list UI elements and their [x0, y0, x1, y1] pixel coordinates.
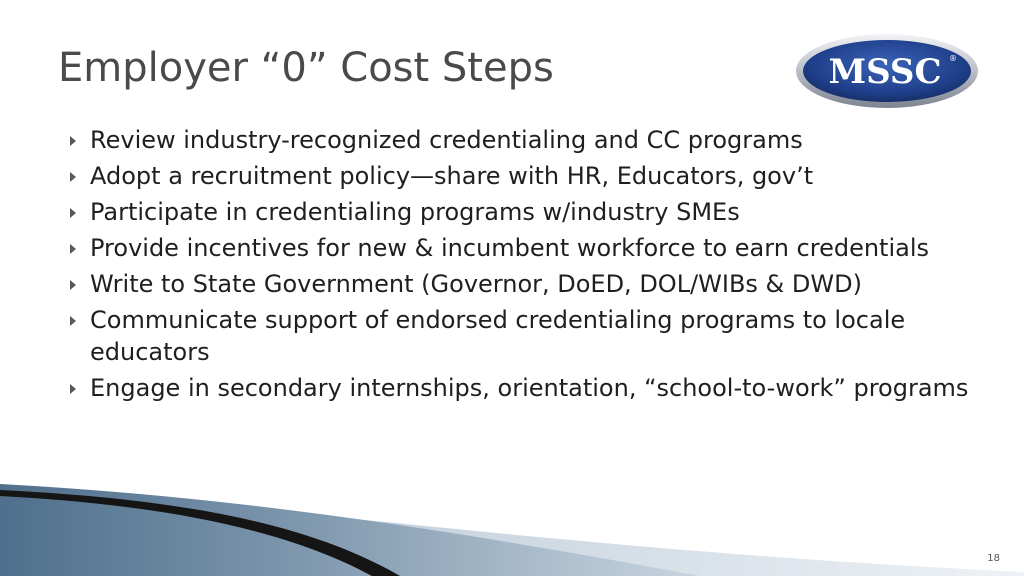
bullet-text: Adopt a recruitment policy—share with HR, Educators, gov’t	[90, 162, 814, 190]
slide-title: Employer “0” Cost Steps	[58, 45, 554, 91]
triangle-right-icon	[70, 208, 76, 218]
bullet-item	[70, 124, 970, 156]
bullet-text: Communicate support of endorsed credentialing programs to locale educators	[90, 306, 906, 366]
bullet-item	[70, 196, 970, 228]
bullet-item	[70, 372, 970, 404]
triangle-right-icon	[70, 280, 76, 290]
bullet-item	[70, 160, 970, 192]
bullet-text: Engage in secondary internships, orientation, “school-to-work” programs	[90, 374, 969, 402]
bullet-item	[70, 232, 970, 264]
bullet-list	[70, 124, 970, 408]
bullet-text: Participate in credentialing programs w/industry SMEs	[90, 198, 740, 226]
mssc-logo	[795, 33, 979, 109]
logo-text: MSSC	[828, 52, 942, 92]
bullet-text: Provide incentives for new & incumbent workforce to earn credentials	[90, 234, 930, 262]
bullet-item	[70, 268, 970, 300]
triangle-right-icon	[70, 136, 76, 146]
page-number: 18	[987, 553, 1000, 564]
decorative-swoosh	[0, 440, 1024, 576]
triangle-right-icon	[70, 244, 76, 254]
bullet-text: Review industry-recognized credentialing and CC programs	[90, 126, 803, 154]
triangle-right-icon	[70, 384, 76, 394]
bullet-item	[70, 304, 970, 368]
triangle-right-icon	[70, 172, 76, 182]
logo-registered-mark: ®	[949, 54, 957, 63]
triangle-right-icon	[70, 316, 76, 326]
bullet-text: Write to State Government (Governor, DoED, DOL/WIBs & DWD)	[90, 270, 862, 298]
